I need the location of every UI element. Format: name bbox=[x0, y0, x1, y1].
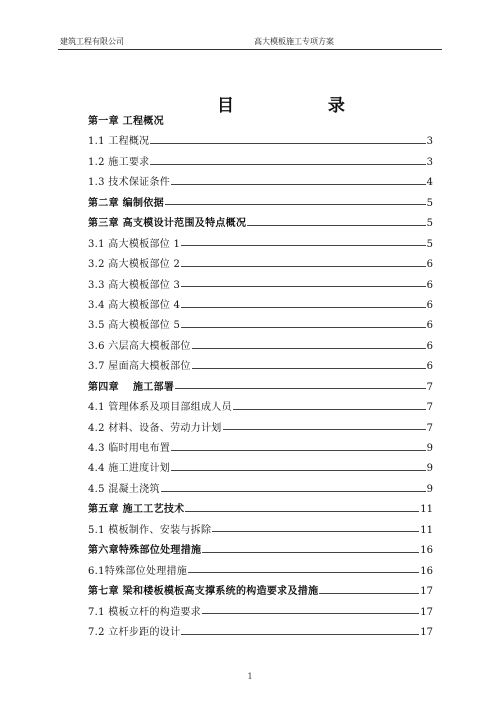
toc-entry[interactable] bbox=[88, 276, 433, 296]
toc-leader-line bbox=[192, 348, 426, 349]
toc-entry-page: 6 bbox=[426, 320, 433, 332]
toc-entry[interactable] bbox=[88, 316, 433, 336]
toc-leader-line bbox=[247, 225, 425, 226]
page-header bbox=[58, 36, 442, 50]
toc-entry-page: 5 bbox=[426, 238, 433, 250]
toc-entry-label: 4.4 施工进度计划 bbox=[88, 463, 171, 475]
header-rule bbox=[58, 49, 442, 50]
toc-entry[interactable] bbox=[88, 521, 433, 541]
toc-entry[interactable] bbox=[88, 603, 433, 623]
toc-leader-line bbox=[185, 511, 419, 512]
toc-entry[interactable] bbox=[88, 623, 433, 643]
toc-entry-label: 1.2 施工要求 bbox=[88, 156, 150, 168]
toc-entry-page: 6 bbox=[426, 299, 433, 311]
toc-entry-page: 6 bbox=[426, 279, 433, 291]
toc-entry[interactable] bbox=[88, 419, 433, 439]
toc-leader-line bbox=[150, 164, 425, 165]
toc-entry[interactable] bbox=[88, 337, 433, 357]
toc-entry-page: 3 bbox=[426, 156, 433, 168]
toc-entry[interactable] bbox=[88, 112, 433, 132]
document-title: 高大模板施工专项方案 bbox=[254, 37, 334, 46]
toc-entry-page: 9 bbox=[426, 463, 433, 475]
toc-leader-line bbox=[319, 593, 419, 594]
toc-leader-line bbox=[181, 245, 425, 246]
toc-entry-label: 5.1 模板制作、安装与拆除 bbox=[88, 524, 212, 536]
toc-entry-page: 5 bbox=[426, 218, 433, 230]
toc-entry-page: 7 bbox=[426, 402, 433, 414]
toc-entry-page: 11 bbox=[420, 504, 433, 516]
toc-leader-line bbox=[181, 266, 425, 267]
toc-entry[interactable] bbox=[88, 132, 433, 152]
toc-leader-line bbox=[175, 388, 425, 389]
toc-entry[interactable] bbox=[88, 480, 433, 500]
toc-entry-label: 第二章 编制依据 bbox=[88, 197, 164, 209]
company-name: 建筑工程有限公司 bbox=[60, 37, 124, 46]
toc-entry[interactable] bbox=[88, 357, 433, 377]
toc-entry[interactable] bbox=[88, 255, 433, 275]
toc-leader-line bbox=[233, 409, 426, 410]
toc-leader-line bbox=[171, 470, 426, 471]
table-of-contents bbox=[88, 112, 433, 643]
toc-entry-label: 1.3 技术保证条件 bbox=[88, 177, 171, 189]
toc-entry[interactable] bbox=[88, 562, 433, 582]
toc-entry-label: 3.6 六层高大模板部位 bbox=[88, 340, 191, 352]
toc-entry[interactable] bbox=[88, 173, 433, 193]
toc-leader-line bbox=[171, 184, 426, 185]
toc-entry-label: 3.3 高大模板部位 3 bbox=[88, 279, 181, 291]
toc-entry[interactable] bbox=[88, 541, 433, 561]
toc-leader-line bbox=[181, 286, 425, 287]
toc-leader-line bbox=[192, 368, 426, 369]
toc-entry-page: 16 bbox=[420, 565, 433, 577]
toc-entry-label: 4.3 临时用电布置 bbox=[88, 443, 171, 454]
toc-entry[interactable] bbox=[88, 214, 433, 234]
toc-entry-page: 17 bbox=[420, 586, 433, 598]
toc-entry-page: 17 bbox=[420, 626, 433, 638]
toc-entry-label: 第五章 施工工艺技术 bbox=[88, 504, 185, 516]
toc-entry-page: 3 bbox=[426, 136, 433, 148]
toc-entry-page: 11 bbox=[420, 524, 433, 536]
toc-entry[interactable] bbox=[88, 398, 433, 418]
toc-leader-line bbox=[181, 327, 425, 328]
toc-entry[interactable] bbox=[88, 235, 433, 255]
toc-leader-line bbox=[181, 634, 419, 635]
toc-entry-label: 3.1 高大模板部位 1 bbox=[88, 238, 181, 250]
toc-entry-label: 3.7 屋面高大模板部位 bbox=[88, 361, 191, 373]
toc-leader-line bbox=[161, 491, 426, 492]
toc-leader-line bbox=[171, 450, 426, 451]
toc-entry-label: 4.1 管理体系及项目部组成人员 bbox=[88, 402, 232, 414]
toc-leader-line bbox=[223, 429, 426, 430]
toc-entry-page: 7 bbox=[426, 381, 433, 393]
toc-leader-line bbox=[181, 307, 425, 308]
toc-entry-page: 4 bbox=[426, 177, 433, 189]
toc-entry-label: 3.2 高大模板部位 2 bbox=[88, 259, 181, 271]
toc-entry-page: 16 bbox=[420, 545, 433, 557]
toc-leader-line bbox=[202, 613, 419, 614]
toc-leader-line bbox=[212, 531, 419, 532]
toc-entry-page: 17 bbox=[420, 606, 433, 618]
toc-entry-label: 4.2 材料、设备、劳动力计划 bbox=[88, 422, 222, 434]
toc-entry-page: 9 bbox=[426, 443, 433, 454]
toc-entry[interactable] bbox=[88, 194, 433, 214]
toc-entry-label: 7.1 模板立杆的构造要求 bbox=[88, 606, 201, 618]
toc-entry[interactable] bbox=[88, 296, 433, 316]
toc-entry-label: 4.5 混凝土浇筑 bbox=[88, 483, 160, 495]
toc-entry-label: 1.1 工程概况 bbox=[88, 136, 150, 148]
toc-entry-page: 6 bbox=[426, 259, 433, 271]
toc-entry[interactable] bbox=[88, 439, 433, 459]
toc-entry-page: 7 bbox=[426, 422, 433, 434]
toc-entry-label: 6.1特殊部位处理措施 bbox=[88, 565, 188, 577]
toc-leader-line bbox=[150, 143, 425, 144]
toc-entry-page: 5 bbox=[426, 197, 433, 209]
toc-entry[interactable] bbox=[88, 500, 433, 520]
toc-entry-label: 第一章 工程概况 bbox=[88, 116, 164, 127]
toc-entry-label: 第三章 高支模设计范围及特点概况 bbox=[88, 218, 247, 230]
toc-entry-label: 第六章特殊部位处理措施 bbox=[88, 545, 202, 557]
toc-entry-page: 6 bbox=[426, 340, 433, 352]
toc-entry[interactable] bbox=[88, 459, 433, 479]
toc-leader-line bbox=[165, 204, 426, 205]
toc-entry-page: 6 bbox=[426, 361, 433, 373]
toc-entry[interactable] bbox=[88, 582, 433, 602]
toc-leader-line bbox=[188, 572, 419, 573]
toc-entry-label: 3.4 高大模板部位 4 bbox=[88, 299, 181, 311]
toc-entry-label: 第七章 梁和楼板模板高支撑系统的构造要求及措施 bbox=[88, 586, 319, 598]
page-number: 1 bbox=[247, 672, 253, 681]
toc-entry-page: 9 bbox=[426, 483, 433, 495]
toc-entry[interactable] bbox=[88, 378, 433, 398]
toc-entry-label: 7.2 立杆步距的设计 bbox=[88, 626, 181, 638]
toc-entry-label: 第四章 施工部署 bbox=[88, 381, 175, 393]
toc-title: 目 录 bbox=[217, 96, 389, 116]
toc-leader-line bbox=[202, 552, 419, 553]
toc-entry[interactable] bbox=[88, 153, 433, 173]
toc-entry-label: 3.5 高大模板部位 5 bbox=[88, 320, 181, 332]
